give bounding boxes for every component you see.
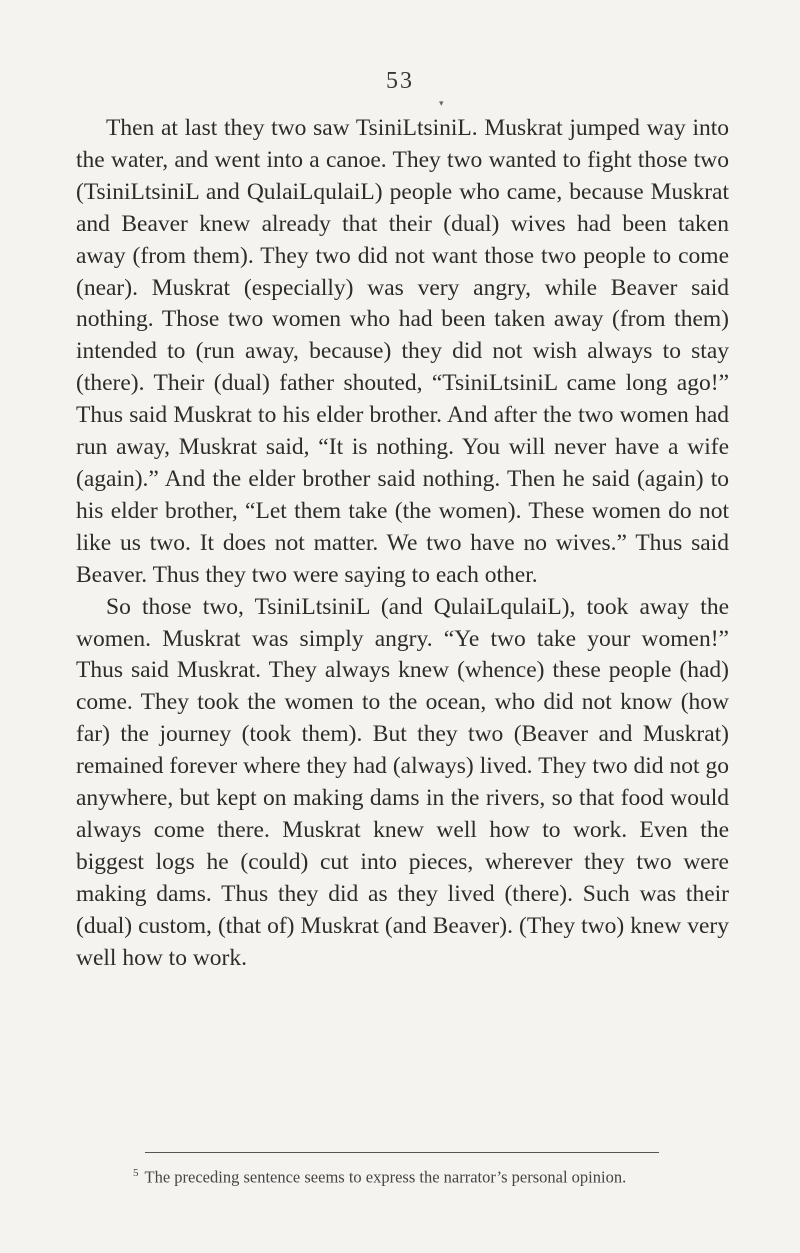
paragraph-2: So those two, TsiniLtsiniL (and QulaiLqulaiL), took away the women. Muskrat was simply angry. “Ye two take your women!” Thus said Muskrat. They always knew (whence) these people (had) come. They took the women to the ocean, who did not know (how far) the journey (took them). But they two (Beaver and Muskrat) remained forever where they had (always) lived. They two did not go anywhere, but kept on making dams in the rivers, so that food would always come there. Muskrat knew well how to work. Even the biggest logs he (could) cut into pieces, wherever they two were making dams. Thus they did as they lived (there). Such was their (dual) custom, (that of) Muskrat (and Beaver). (They two) knew very well how to work. [76,593,729,971]
footnote [133,1162,733,1189]
footnote-divider [145,1152,659,1153]
page-mark: ▾ [439,98,444,108]
page-number: 53 [386,68,414,94]
footnote-marker: 5 [133,1167,139,1179]
footnote-text: The preceding sentence seems to express the narrator’s personal opinion. [144,1167,627,1187]
body-text [76,113,729,974]
paragraph-1: Then at last they two saw TsiniLtsiniL. Muskrat jumped way into the water, and went into a canoe. They two wanted to fight those two (TsiniLtsiniL and QulaiLqulaiL) people who came, because Muskrat and Beaver knew already that their (dual) wives had been taken away (from them). They two did not want those two people to come (near). Muskrat (especially) was very angry, while Beaver said nothing. Those two women who had been taken away (from them) intended to (run away, because) they did not wish always to stay (there). Their (dual) father shouted, “TsiniLtsiniL came long ago!” Thus said Muskrat to his elder brother. And after the two women had run away, Muskrat said, “It is nothing. You will never have a wife (again).” And the elder brother said nothing. Then he said (again) to his elder brother, “Let them take (the women). These women do not like us two. It does not matter. We two have no wives.” Thus said Beaver. Thus they two were saying to each other. [76,115,729,588]
